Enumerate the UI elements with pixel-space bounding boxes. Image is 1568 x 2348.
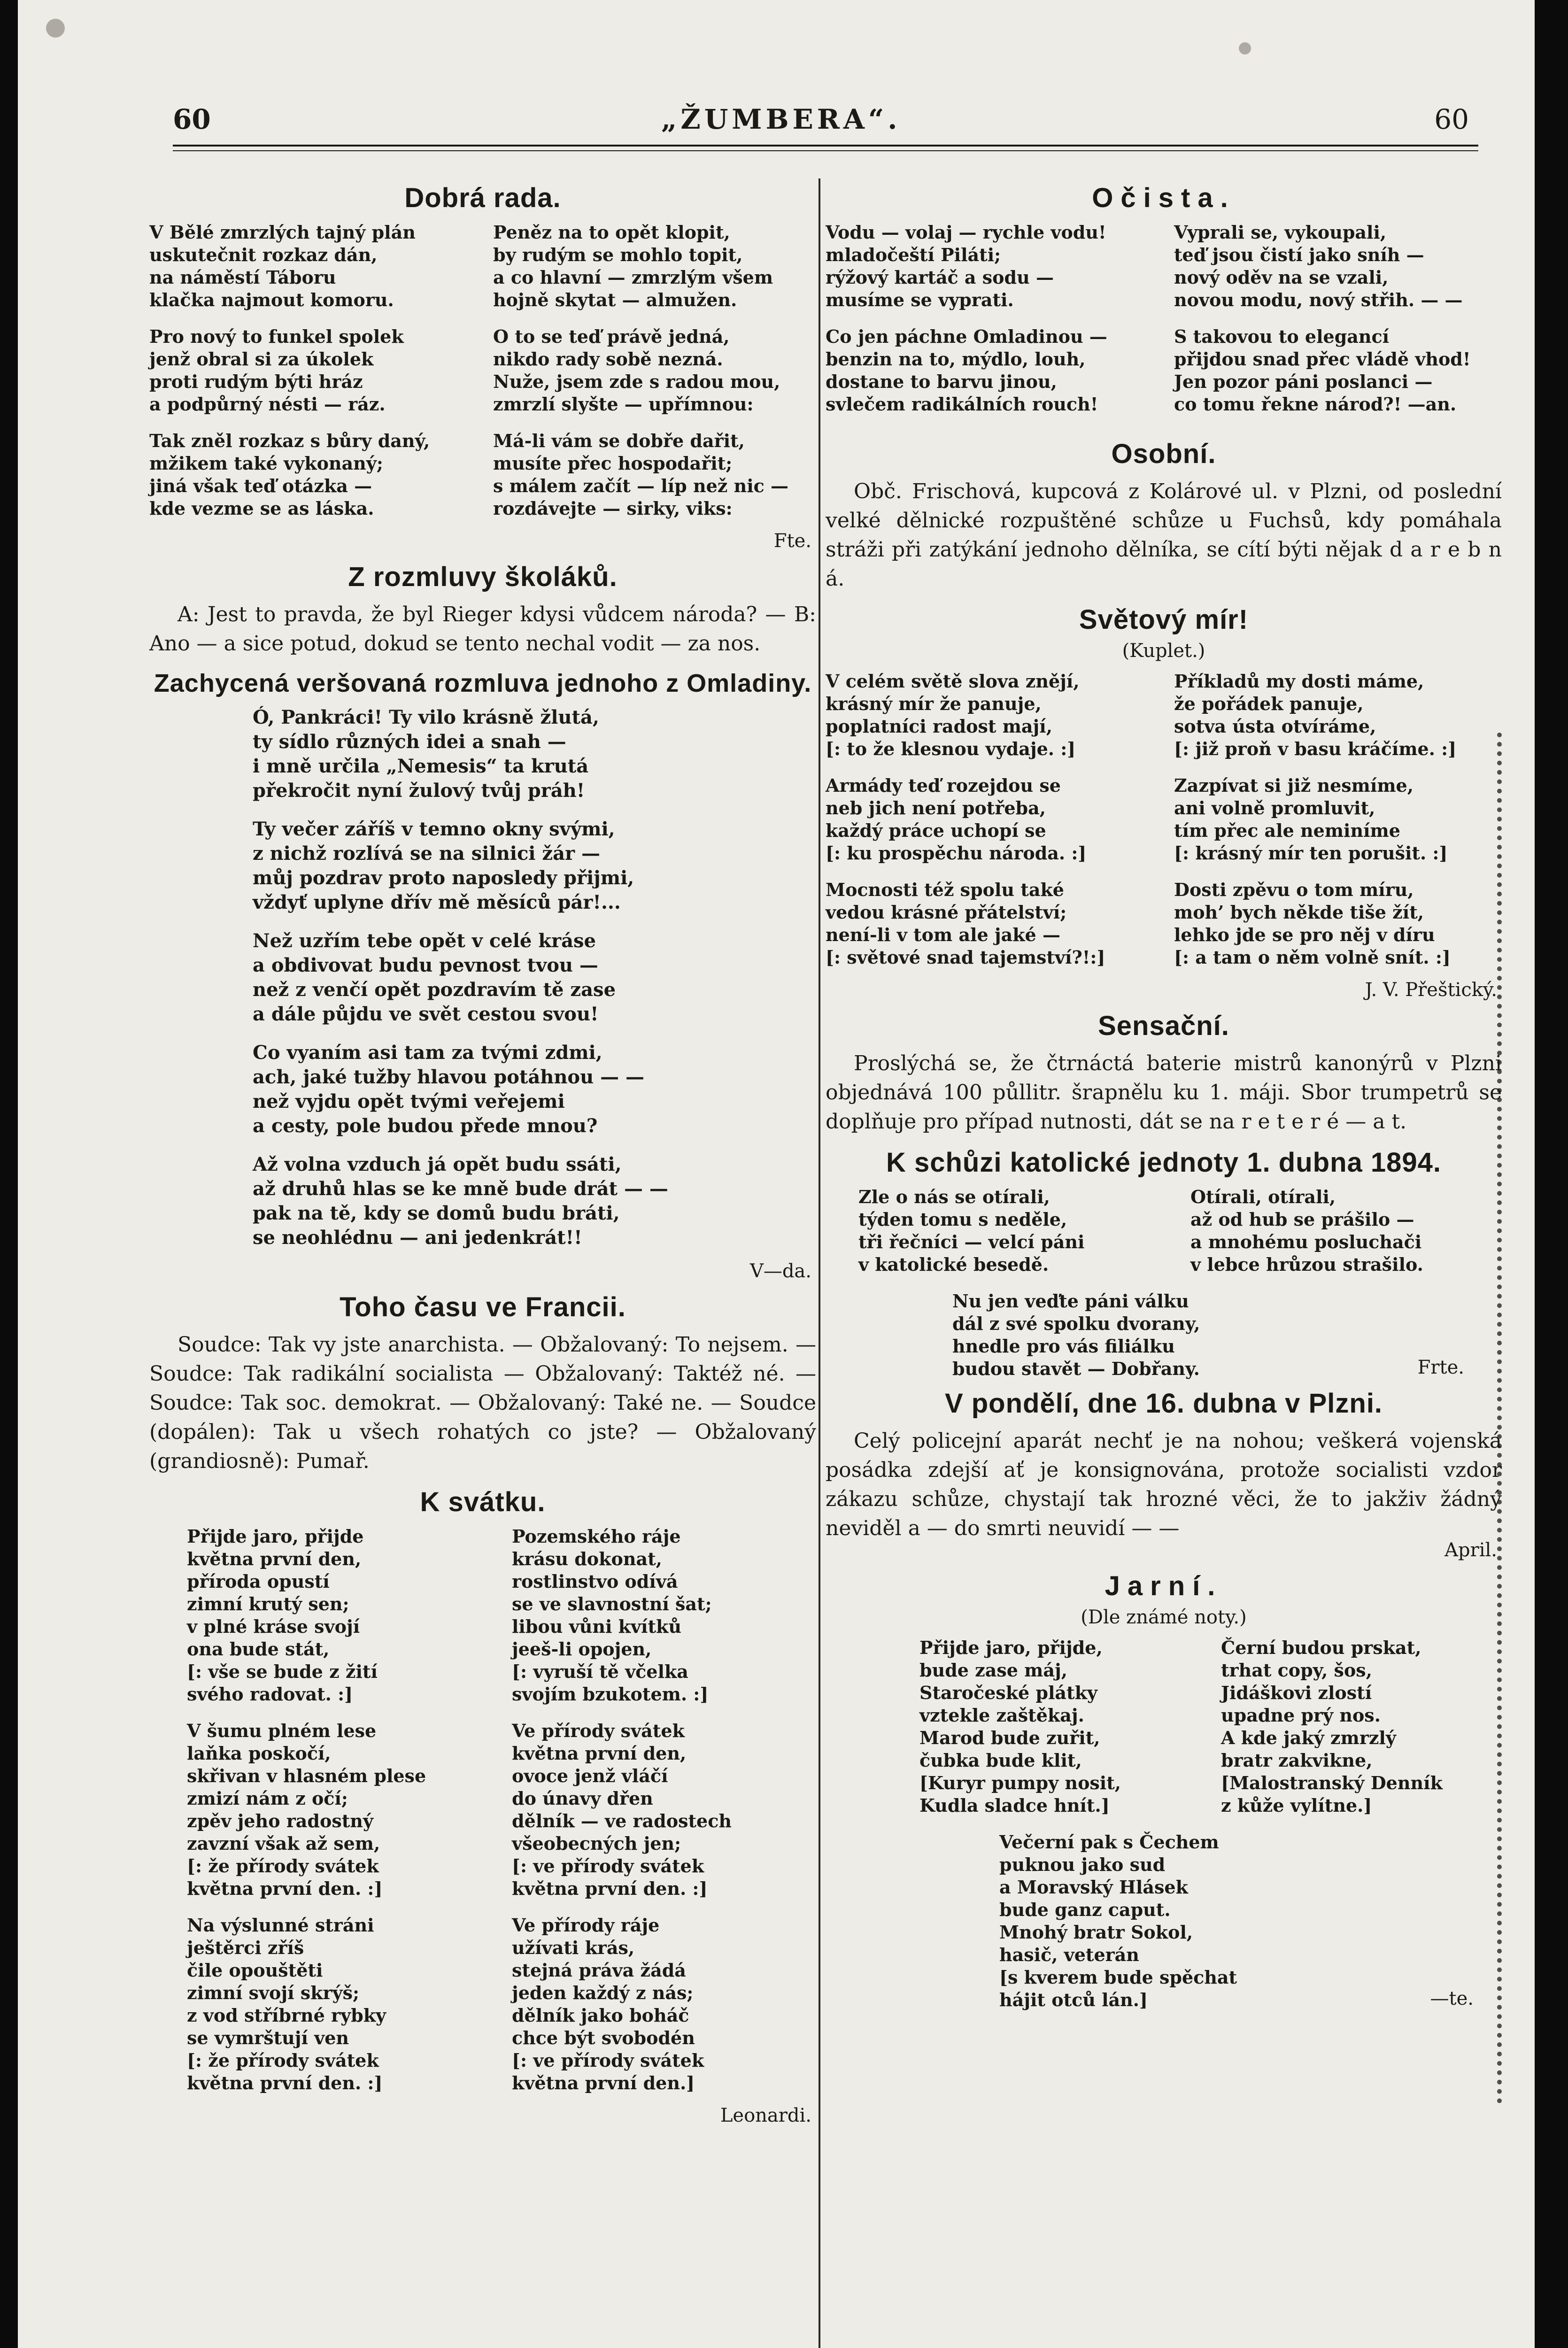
poem-line: rozdávejte — sirky, viks: bbox=[493, 498, 733, 519]
poem-line: mladočeští Piláti; bbox=[826, 244, 1001, 265]
article-title: Z rozmluvy školáků. bbox=[348, 562, 618, 592]
article-title: K schůzi katolické jednoty 1. dubna 1894. bbox=[886, 1147, 1442, 1178]
stanza bbox=[253, 1152, 816, 1250]
poem-line: teď jsou čistí jako sníh — bbox=[1174, 244, 1424, 265]
article-svatku bbox=[149, 1486, 816, 2126]
poem-line: A kde jaký zmrzlý bbox=[1221, 1727, 1396, 1748]
poem-line: novou modu, nový střih. — — bbox=[1174, 289, 1463, 310]
stanza bbox=[253, 817, 816, 915]
article-subtitle: (Dle známé noty.) bbox=[1081, 1607, 1247, 1628]
poem-line: užívati krás, bbox=[512, 1937, 635, 1958]
poem-line: trhat copy, šos, bbox=[1221, 1660, 1372, 1681]
poem-line: benzin na to, mýdlo, louh, bbox=[826, 348, 1086, 370]
poem-line: i mně určila „Nemesis“ ta krutá bbox=[253, 755, 589, 777]
poem-line: Mnohý bratr Sokol, bbox=[999, 1922, 1193, 1943]
poem-column bbox=[1221, 1637, 1502, 1817]
newspaper-title: „ŽUMBERA“. bbox=[661, 103, 901, 135]
poem-line: čile opouštěti bbox=[187, 1960, 323, 1981]
poem-line: V šumu plném lese bbox=[187, 1720, 377, 1741]
poem-line: tím přec ale neminíme bbox=[1174, 820, 1400, 841]
newspaper-page bbox=[18, 0, 1535, 2348]
poem-line: puknou jako sud bbox=[999, 1854, 1166, 1875]
poem-line: není-li v tom ale jaké — bbox=[826, 924, 1060, 945]
article-katolicke bbox=[826, 1147, 1502, 1378]
signature: Leonardi. bbox=[720, 2105, 811, 2126]
poem-line: co tomu řekne národ?! —an. bbox=[1174, 394, 1457, 415]
article-ocista bbox=[826, 182, 1502, 430]
poem-line: Má-li vám se dobře dařit, bbox=[493, 430, 745, 451]
article-francie bbox=[149, 1291, 816, 1476]
article-jarni bbox=[826, 1570, 1502, 2009]
poem-line: mžikem také vykonaný; bbox=[149, 453, 383, 474]
column-divider bbox=[819, 178, 820, 2348]
stanza bbox=[1174, 879, 1502, 969]
stanza bbox=[826, 879, 1153, 969]
poem-line: lehko jde se pro něj v díru bbox=[1174, 924, 1435, 945]
left-column bbox=[149, 174, 816, 2136]
signature: Fte. bbox=[773, 530, 811, 552]
poem-line: Co jen páchne Omladinou — bbox=[826, 326, 1107, 347]
poem-line: libou vůni kvítků bbox=[512, 1616, 681, 1637]
poem-line: jiná však teď otázka — bbox=[149, 475, 372, 496]
poem-line: [Kuryr pumpy nosit, bbox=[919, 1772, 1121, 1793]
poem-line: [: již proň v basu kráčíme. :] bbox=[1174, 738, 1457, 759]
poem-column bbox=[512, 1525, 816, 2109]
poem-line: budou stavět — Dobřany. bbox=[952, 1358, 1200, 1379]
poem-line: Jen pozor páni poslanci — bbox=[1174, 371, 1433, 392]
article-title: Světový mír! bbox=[1079, 604, 1249, 635]
article-title: Osobní. bbox=[1111, 439, 1216, 469]
poem-line: [: vyruší tě včelka bbox=[512, 1661, 688, 1682]
signature: —te. bbox=[1430, 1988, 1474, 2009]
poem-line: S takovou to elegancí bbox=[1174, 326, 1390, 347]
poem-line: z vod stříbrné rybky bbox=[187, 2005, 386, 2026]
stanza bbox=[1174, 325, 1502, 416]
poem-line: května první den, bbox=[512, 1743, 687, 1764]
poem-line: Ve přírody svátek bbox=[512, 1720, 685, 1741]
poem-line: uskutečnit rozkaz dán, bbox=[149, 244, 378, 265]
poem-column bbox=[493, 221, 816, 534]
poem-line: ani volně promluvit, bbox=[1174, 797, 1375, 819]
poem-line: neb jich není potřeba, bbox=[826, 797, 1046, 819]
poem-column bbox=[1174, 670, 1502, 983]
poem-line: musíte přec hospodařit; bbox=[493, 453, 733, 474]
stanza bbox=[149, 221, 472, 311]
stanza bbox=[493, 325, 816, 416]
poem-line: Pro nový to funkel spolek bbox=[149, 326, 404, 347]
poem-line: května první den.] bbox=[512, 2072, 695, 2093]
article-osobni bbox=[826, 438, 1502, 594]
stanza bbox=[512, 1525, 816, 1706]
poem-line: Příkladů my dosti máme, bbox=[1174, 671, 1424, 692]
article-senzacni bbox=[826, 1010, 1502, 1136]
poem-line: se vymrštují ven bbox=[187, 2027, 349, 2048]
poem-line: Kudla sladce hnít.] bbox=[919, 1795, 1110, 1816]
scan-spot bbox=[46, 19, 65, 38]
poem-line: V Bělé zmrzlých tajný plán bbox=[149, 222, 416, 243]
poem-column bbox=[826, 221, 1153, 430]
poem-line: zpěv jeho radostný bbox=[187, 1810, 373, 1831]
poem-line: svého radovat. :] bbox=[187, 1684, 353, 1705]
poem-line: dál z své spolku dvorany, bbox=[952, 1313, 1200, 1334]
article-title: K svátku. bbox=[420, 1487, 546, 1517]
poem-line: a co hlavní — zmrzlým všem bbox=[493, 267, 773, 288]
page-header bbox=[173, 103, 1469, 136]
stanza bbox=[1174, 221, 1502, 311]
signature: April. bbox=[1444, 1539, 1497, 1561]
article-title: Jarní. bbox=[1105, 1571, 1223, 1601]
article-text: Obč. Frischová, kupcová z Kolárové ul. v Plzni, od poslední velké dělnické rozpuštěné schůze u Fuchsů, kdy pomáhala stráži při zatýkání jednoho dělníka, se cítí býti nějak d a r e b n á. bbox=[826, 479, 1502, 591]
poem-line: a Moravský Hlásek bbox=[999, 1877, 1188, 1898]
poem-line: čubka bude klit, bbox=[919, 1750, 1082, 1771]
poem-column bbox=[1174, 221, 1502, 430]
poem-line: Dosti zpěvu o tom míru, bbox=[1174, 879, 1414, 900]
poem-line: [: vše se bude z žití bbox=[187, 1661, 378, 1682]
poem-line: svojím bzukotem. :] bbox=[512, 1684, 709, 1705]
poem-line: května první den, bbox=[187, 1548, 362, 1569]
article-dobra-rada bbox=[149, 182, 816, 552]
article-text: A: Jest to pravda, že byl Rieger kdysi vůdcem národa? — B: Ano — a sice potud, dokud se tento nechal vodit — za nos. bbox=[149, 602, 816, 656]
poem-line: Zle o nás se otírali, bbox=[858, 1186, 1050, 1207]
poem-line: rostlinstvo odívá bbox=[512, 1571, 678, 1592]
poem-line: nový oděv na se vzali, bbox=[1174, 267, 1389, 288]
stanza bbox=[1174, 774, 1502, 865]
poem-line: jeeš-li opojen, bbox=[512, 1638, 652, 1660]
poem-line: Otírali, otírali, bbox=[1190, 1186, 1336, 1207]
poem-line: by rudým se mohlo topit, bbox=[493, 244, 743, 265]
poem-line: Pozemského ráje bbox=[512, 1526, 681, 1547]
poem-line: vždyť uplyne dřív mě měsíců pár!... bbox=[253, 891, 621, 913]
article-rozmluvy bbox=[149, 561, 816, 658]
stanza bbox=[187, 1525, 491, 1706]
header-rule bbox=[173, 145, 1478, 151]
poem-line: Nuže, jsem zde s radou mou, bbox=[493, 371, 780, 392]
poem-line: zimní svojí skrýš; bbox=[187, 1982, 359, 2003]
article-title: V pondělí, dne 16. dubna v Plzni. bbox=[944, 1388, 1383, 1419]
poem-column bbox=[858, 1186, 1170, 1276]
poem-line: sotva ústa otvíráme, bbox=[1174, 716, 1376, 737]
poem-line: Mocnosti též spolu také bbox=[826, 879, 1064, 900]
poem-line: v plné kráse svojí bbox=[187, 1616, 360, 1637]
poem-line: Nu jen veďte páni válku bbox=[952, 1290, 1189, 1312]
poem-line: chce být svobodén bbox=[512, 2027, 695, 2048]
poem-line: hasič, veterán bbox=[999, 1944, 1139, 1965]
right-column bbox=[826, 174, 1502, 2019]
poem-line: s málem začít — líp než nic — bbox=[493, 475, 789, 496]
poem-line: než z venčí opět pozdravím tě zase bbox=[253, 979, 616, 1001]
stanza bbox=[826, 1831, 1502, 2011]
poem-line: krásu dokonat, bbox=[512, 1548, 662, 1569]
signature: J. V. Přeštický. bbox=[1365, 979, 1497, 1001]
stanza bbox=[826, 325, 1153, 416]
poem-line: bude ganz caput. bbox=[999, 1899, 1171, 1920]
article-title: Očista. bbox=[1092, 183, 1236, 213]
poem-line: příroda opustí bbox=[187, 1571, 330, 1592]
poem-line: vedou krásné přátelství; bbox=[826, 902, 1067, 923]
poem-line: zimní krutý sen; bbox=[187, 1593, 349, 1614]
poem-line: hojně skytat — almužen. bbox=[493, 289, 737, 310]
poem-line: Ve přírody ráje bbox=[512, 1915, 660, 1936]
poem-line: pak na tě, kdy se domů budu bráti, bbox=[253, 1202, 620, 1224]
poem-line: ach, jaké tužby hlavou potáhnou — — bbox=[253, 1066, 645, 1088]
poem-line: týden tomu s neděle, bbox=[858, 1209, 1067, 1230]
poem-line: [: že přírody svátek bbox=[187, 2050, 379, 2071]
stanza bbox=[826, 774, 1153, 865]
poem-line: až druhů hlas se ke mně bude drát — — bbox=[253, 1178, 668, 1200]
poem-line: až od hub se prášilo — bbox=[1190, 1209, 1414, 1230]
poem-line: do únavy dřen bbox=[512, 1788, 653, 1809]
stanza bbox=[493, 430, 816, 520]
poem-line: stejná práva žádá bbox=[512, 1960, 686, 1981]
poem-line: nikdo rady sobě nezná. bbox=[493, 348, 723, 370]
poem-line: Přijde jaro, přijde, bbox=[919, 1637, 1103, 1658]
stanza bbox=[493, 221, 816, 311]
stanza bbox=[512, 1720, 816, 1900]
article-title: Dobrá rada. bbox=[404, 183, 561, 213]
poem-line: bude zase máj, bbox=[919, 1660, 1067, 1681]
poem-line: v lebce hrůzou strašilo. bbox=[1190, 1254, 1423, 1275]
article-text: Celý policejní aparát nechť je na nohou; veškerá vojenská posádka zdejší ať je konsignována, protože socialisti vzdor zákazu schůze, chystají tak hrozné věci, že to jakživ žádný neviděl a — do smrti neuvidí — — bbox=[826, 1429, 1502, 1540]
poem-line: Staročeské plátky bbox=[919, 1682, 1098, 1703]
poem-line: můj pozdrav proto naposledy přijmi, bbox=[253, 867, 634, 889]
poem-line: Tak zněl rozkaz s bůry daný, bbox=[149, 430, 430, 451]
article-text: Soudce: Tak vy jste anarchista. — Obžalovaný: To nejsem. — Soudce: Tak radikální socialista — Obžalovaný: Taktéž né. — Soudce: Tak soc. demokrat. — Obžalovaný: Také ne. — Soudce (dopálen): Tak u všech rohatých co jste? — Obžalovaný (grandiosně): Pumař. bbox=[149, 1333, 816, 1473]
poem-line: ty sídlo různých idei a snah — bbox=[253, 731, 566, 753]
poem-line: Černí budou prskat, bbox=[1221, 1637, 1421, 1658]
poem-line: upadne prý nos. bbox=[1221, 1705, 1381, 1726]
poem-line: hájit otců lán.] bbox=[999, 1989, 1148, 2010]
poem-line: Vodu — volaj — rychle vodu! bbox=[826, 222, 1106, 243]
poem-line: jenž obral si za úkolek bbox=[149, 348, 374, 370]
poem-line: přijdou snad přec vládě vhod! bbox=[1174, 348, 1471, 370]
edge-binding-marks bbox=[1497, 733, 1530, 2104]
poem-line: proti rudým býti hráz bbox=[149, 371, 363, 392]
scan-spot bbox=[1239, 42, 1251, 54]
poem-line: zavzní však až sem, bbox=[187, 1833, 380, 1854]
poem-line: zmrzlí slyšte — upřímnou: bbox=[493, 394, 754, 415]
poem-line: krásný mír že panuje, bbox=[826, 693, 1042, 714]
signature: Frte. bbox=[1417, 1357, 1464, 1378]
article-title: Toho času ve Francii. bbox=[340, 1292, 626, 1322]
article-subtitle: (Kuplet.) bbox=[1122, 640, 1205, 662]
poem-line: dostane to barvu jinou, bbox=[826, 371, 1057, 392]
poem-line: ještěrci zříš bbox=[187, 1937, 304, 1958]
poem-line: V celém světě slova znějí, bbox=[826, 671, 1080, 692]
poem-line: se neohlédnu — ani jedenkrát!! bbox=[253, 1227, 582, 1249]
poem-line: [: a tam o něm volně snít. :] bbox=[1174, 947, 1451, 968]
poem-line: a cesty, pole budou přede mnou? bbox=[253, 1115, 598, 1137]
poem-line: ona bude stát, bbox=[187, 1638, 330, 1660]
poem-line: vztekle zaštěkaj. bbox=[919, 1705, 1084, 1726]
poem-line: skřivan v hlasném plese bbox=[187, 1765, 426, 1786]
poem-line: musíme se vyprati. bbox=[826, 289, 1014, 310]
poem-line: že pořádek panuje, bbox=[1174, 693, 1364, 714]
poem-line: všeobecných jen; bbox=[512, 1833, 681, 1854]
poem-line: Na výslunné stráni bbox=[187, 1915, 374, 1936]
poem-column bbox=[1190, 1186, 1502, 1276]
poem-line: [: že přírody svátek bbox=[187, 1855, 379, 1877]
poem-line: na náměstí Táboru bbox=[149, 267, 336, 288]
poem-line: poplatníci radost mají, bbox=[826, 716, 1052, 737]
poem-line: [: ve přírody svátek bbox=[512, 1855, 704, 1877]
poem-line: května první den. :] bbox=[512, 1878, 708, 1899]
poem-line: než vyjdu opět tvými veřejemi bbox=[253, 1090, 565, 1112]
poem-line: [: ve přírody svátek bbox=[512, 2050, 704, 2071]
page-number-left: 60 bbox=[173, 103, 211, 135]
stanza bbox=[1174, 670, 1502, 760]
stanza bbox=[826, 670, 1153, 760]
poem-line: [Malostranský Denník bbox=[1221, 1772, 1443, 1793]
poem-line: května první den. :] bbox=[187, 1878, 383, 1899]
article-pondeli bbox=[826, 1388, 1502, 1561]
poem-line: května první den. :] bbox=[187, 2072, 383, 2093]
poem-line: laňka poskočí, bbox=[187, 1743, 331, 1764]
poem-line: klačka najmout komoru. bbox=[149, 289, 394, 310]
page-number-right: 60 bbox=[1434, 103, 1469, 135]
poem-line: Než uzřím tebe opět v celé kráse bbox=[253, 930, 596, 952]
article-svetovy-mir bbox=[826, 604, 1502, 1001]
stanza bbox=[253, 929, 816, 1027]
article-title: Zachycená veršovaná rozmluva jednoho z Omladiny. bbox=[154, 669, 812, 697]
poem-line: Zazpívat si již nesmíme, bbox=[1174, 775, 1414, 796]
poem-line: a obdivovat budu pevnost tvou — bbox=[253, 954, 598, 976]
poem-line: tři řečníci — velcí páni bbox=[858, 1231, 1085, 1252]
poem-line: Přijde jaro, přijde bbox=[187, 1526, 364, 1547]
poem-line: svlečem radikálních rouch! bbox=[826, 394, 1098, 415]
poem-line: bratr zakvikne, bbox=[1221, 1750, 1373, 1771]
poem-line: dělník — ve radostech bbox=[512, 1810, 732, 1831]
poem-line: překročit nyní žulový tvůj práh! bbox=[253, 780, 585, 802]
poem-line: v katolické besedě. bbox=[858, 1254, 1049, 1275]
poem-line: z kůže vylítne.] bbox=[1221, 1795, 1372, 1816]
poem-line: každý práce uchopí se bbox=[826, 820, 1046, 841]
poem-line: a podpůrný nésti — ráz. bbox=[149, 394, 386, 415]
poem-line: Peněz na to opět klopit, bbox=[493, 222, 730, 243]
poem-line: Jidáškovi zlostí bbox=[1221, 1682, 1372, 1703]
poem-line: hnedle pro vás filiálku bbox=[952, 1336, 1175, 1357]
stanza bbox=[187, 1720, 491, 1900]
article-text: Proslýchá se, že čtrnáctá baterie mistrů kanonýrů v Plzni objednává 100 půllitr. šrapnělu ku 1. máji. Sbor trumpetrů se doplňuje pro případ nutnosti, dát se na r e t e r é — a t. bbox=[826, 1051, 1502, 1134]
poem-line: Večerní pak s Čechem bbox=[999, 1831, 1219, 1853]
poem-line: Co vyaním asi tam za tvými zdmi, bbox=[253, 1042, 602, 1064]
article-title: Sensační. bbox=[1098, 1011, 1229, 1041]
poem-line: a mnohému posluchači bbox=[1190, 1231, 1422, 1252]
poem-line: z nichž rozlívá se na silnici žár — bbox=[253, 842, 601, 865]
poem-line: [: krásný mír ten porušit. :] bbox=[1174, 842, 1448, 864]
poem-column bbox=[826, 670, 1153, 983]
poem-line: kde vezme se as láska. bbox=[149, 498, 374, 519]
poem-column bbox=[187, 1525, 491, 2109]
stanza bbox=[149, 430, 472, 520]
poem-line: Armády teď rozejdou se bbox=[826, 775, 1061, 796]
stanza bbox=[187, 1914, 491, 2094]
poem-line: [: to že klesnou vydaje. :] bbox=[826, 738, 1076, 759]
stanza bbox=[253, 705, 816, 803]
poem-line: a dále půjdu ve svět cestou svou! bbox=[253, 1003, 599, 1025]
poem-line: [: ku prospěchu národa. :] bbox=[826, 842, 1087, 864]
poem-line: Ty večer záříš v temno okny svými, bbox=[253, 818, 615, 840]
poem-line: rýžový kartáč a sodu — bbox=[826, 267, 1054, 288]
poem-line: [: světové snad tajemství?!:] bbox=[826, 947, 1105, 968]
poem-line: Ó, Pankráci! Ty vilo krásně žlutá, bbox=[253, 706, 599, 728]
poem-line: [s kverem bude spěchat bbox=[999, 1967, 1237, 1988]
poem-line: jeden každý z nás; bbox=[512, 1982, 694, 2003]
stanza bbox=[826, 221, 1153, 311]
poem-line: Marod bude zuřit, bbox=[919, 1727, 1100, 1748]
poem-line: se ve slavnostní šat; bbox=[512, 1593, 712, 1614]
poem-line: ovoce jenž vláčí bbox=[512, 1765, 668, 1786]
poem-line: moh’ bych někde tiše žít, bbox=[1174, 902, 1424, 923]
stanza bbox=[149, 325, 472, 416]
poem-column bbox=[919, 1637, 1200, 1817]
stanza bbox=[253, 1041, 816, 1138]
signature: V—da. bbox=[749, 1260, 811, 1282]
stanza bbox=[512, 1914, 816, 2094]
poem-line: Až volna vzduch já opět budu ssáti, bbox=[253, 1153, 622, 1175]
poem-line: dělník jako boháč bbox=[512, 2005, 689, 2026]
article-zachycena bbox=[149, 669, 816, 1282]
poem-column bbox=[149, 221, 472, 534]
poem-line: O to se teď právě jedná, bbox=[493, 326, 730, 347]
poem-line: Vyprali se, vykoupali, bbox=[1174, 222, 1387, 243]
poem-line: zmizí nám z očí; bbox=[187, 1788, 348, 1809]
